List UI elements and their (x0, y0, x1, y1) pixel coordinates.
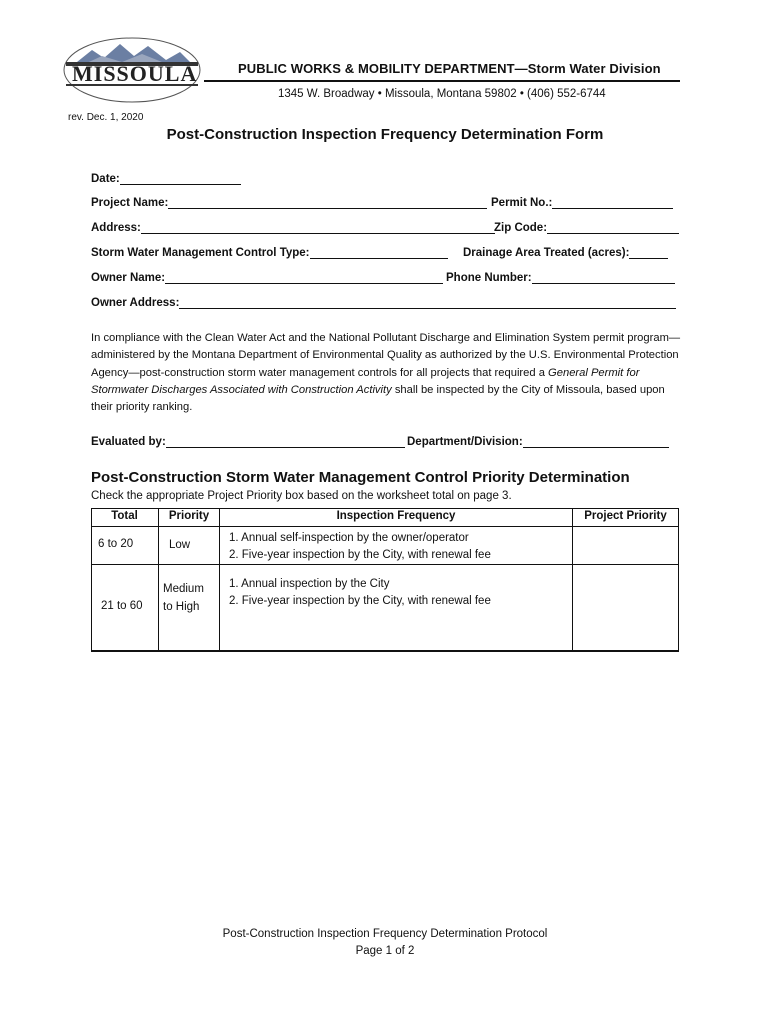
project-name-line[interactable] (168, 196, 487, 209)
permit-no-line[interactable] (552, 196, 673, 209)
table-border-right (678, 508, 679, 651)
row2-priority-line-2: to High (163, 601, 200, 613)
department-division-label: Department/Division: (407, 436, 523, 448)
drainage-area-line[interactable] (629, 246, 668, 259)
priority-instruction: Check the appropriate Project Priority box based on the worksheet total on page 3. (91, 490, 512, 502)
footer-protocol-title: Post-Construction Inspection Frequency Determination Protocol (222, 928, 548, 940)
priority-section-title: Post-Construction Storm Water Management Control Priority Determination (91, 469, 630, 486)
date-field[interactable] (91, 172, 241, 185)
table-col-rule-1 (158, 508, 159, 651)
header-inspection-frequency: Inspection Frequency (336, 510, 456, 522)
row2-priority (163, 580, 204, 616)
table-col-rule-2 (219, 508, 220, 651)
phone-number-field[interactable] (446, 271, 675, 284)
division-name: —Storm Water Division (514, 61, 661, 76)
evaluated-by-label: Evaluated by: (91, 436, 166, 448)
owner-name-label: Owner Name: (91, 272, 166, 284)
department-address: 1345 W. Broadway • Missoula, Montana 59802 • (406) 552-6744 (278, 88, 606, 100)
project-name-field[interactable] (91, 196, 487, 209)
permit-no-field[interactable] (491, 196, 673, 209)
control-type-field[interactable] (91, 246, 448, 259)
date-line[interactable] (120, 172, 241, 185)
control-type-label: Storm Water Management Control Type: (91, 247, 310, 259)
compliance-text-italic: General Permit for Stormwater Discharges Associated with Construction Activity (91, 366, 640, 396)
project-name-label: Project Name: (91, 197, 169, 209)
page-footer (0, 926, 770, 960)
missoula-logo (62, 36, 202, 106)
owner-address-line[interactable] (179, 296, 676, 309)
department-division-line[interactable] (523, 435, 669, 448)
zip-code-line[interactable] (547, 221, 679, 234)
footer-page-number: Page 1 of 2 (355, 945, 415, 957)
permit-no-label: Permit No.: (491, 197, 553, 209)
drainage-area-field[interactable] (463, 246, 668, 259)
row2-priority-line-1: Medium (163, 583, 204, 595)
date-label: Date: (91, 173, 120, 185)
row2-frequency-item-2: 2. Five-year inspection by the City, with renewal fee (229, 595, 491, 607)
row1-priority: Low (169, 539, 191, 551)
row1-project-priority-checkbox[interactable] (573, 527, 678, 564)
phone-number-line[interactable] (532, 271, 675, 284)
department-division-field[interactable] (407, 435, 669, 448)
priority-table (91, 508, 679, 651)
row2-total: 21 to 60 (101, 600, 143, 612)
department-heading (238, 61, 661, 76)
evaluated-by-field[interactable] (91, 435, 405, 448)
row1-frequency (229, 530, 491, 564)
owner-name-line[interactable] (165, 271, 443, 284)
owner-name-field[interactable] (91, 271, 443, 284)
department-name: PUBLIC WORKS & MOBILITY DEPARTMENT (238, 61, 515, 76)
phone-number-label: Phone Number: (446, 272, 532, 284)
zip-code-field[interactable] (494, 221, 679, 234)
row1-total: 6 to 20 (98, 538, 134, 550)
row1-frequency-item-1: 1. Annual self-inspection by the owner/operator (229, 532, 469, 544)
address-label: Address: (91, 222, 141, 234)
form-title: Post-Construction Inspection Frequency Determination Form (166, 126, 604, 143)
owner-address-field[interactable] (91, 296, 676, 309)
evaluated-by-line[interactable] (166, 435, 405, 448)
row2-frequency-item-1: 1. Annual inspection by the City (229, 578, 390, 590)
compliance-text-2: shall be inspected by the City of Missoula, based upon their priority ranking. (91, 383, 665, 414)
table-border-left (91, 508, 92, 651)
header-total: Total (111, 510, 138, 522)
table-border-top (91, 508, 679, 509)
table-border-bottom (91, 650, 679, 652)
compliance-text-1: In compliance with the Clean Water Act and the National Pollutant Discharge and Elimination System permit program—administered by the Montana Department of Environmental Quality as authorized by the U.S. Environmental Protection Agency—post-construction storm water management controls for all projects that required a (91, 332, 681, 379)
header-priority: Priority (168, 510, 210, 522)
row1-frequency-item-2: 2. Five-year inspection by the City, with renewal fee (229, 549, 491, 561)
drainage-area-label: Drainage Area Treated (acres): (463, 247, 630, 259)
address-line[interactable] (141, 221, 495, 234)
header-project-priority: Project Priority (584, 510, 667, 522)
revision-date: rev. Dec. 1, 2020 (68, 112, 144, 123)
compliance-paragraph (91, 330, 683, 416)
header-rule (204, 80, 680, 82)
logo-wordmark: MISSOULA (72, 61, 198, 86)
owner-address-label: Owner Address: (91, 297, 180, 309)
row2-project-priority-checkbox[interactable] (573, 565, 678, 650)
row2-frequency (229, 576, 491, 610)
control-type-line[interactable] (310, 246, 448, 259)
address-field[interactable] (91, 221, 495, 234)
zip-code-label: Zip Code: (494, 222, 548, 234)
